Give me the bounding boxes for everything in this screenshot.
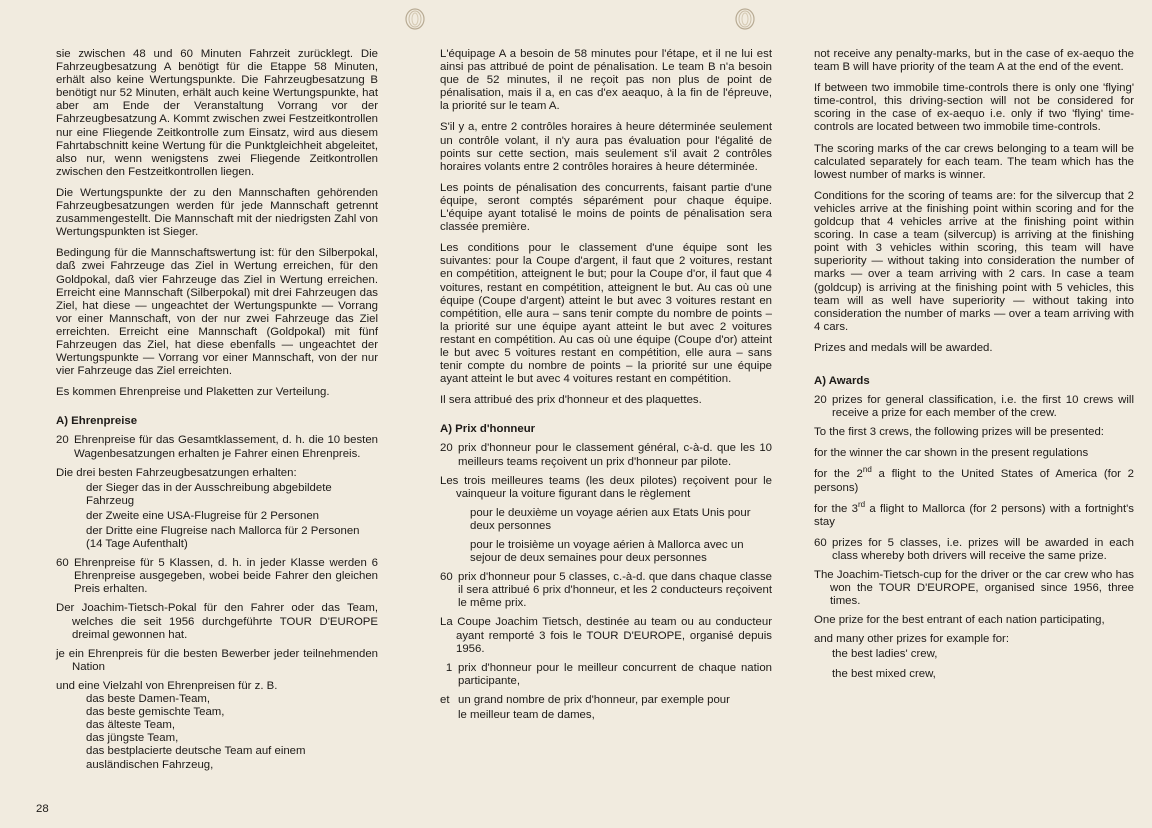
entry-text: prix d'honneur pour le classement général, c-à-d. que les 10 meilleurs teams reçoivent un prix d'honneur par pilote. — [458, 442, 772, 468]
german-column — [56, 48, 378, 778]
prize-entry — [814, 394, 1134, 420]
prize-item: pour le troisième un voyage aérien à Mallorca avec un sejour de deux semaines pour deux personnes — [470, 539, 744, 565]
entry-text: Ehrenpreise für das Gesamtklassement, d. h. die 10 besten Wagenbesatzungen erhalten je Fahrer einen Ehrenpreis. — [74, 434, 378, 460]
section-heading: A) Ehrenpreise — [56, 415, 138, 428]
paragraph: Prizes and medals will be awarded. — [814, 341, 993, 354]
paragraph: Conditions for the scoring of teams are: for the silvercup that 2 vehicles arrive at the finishing point within scoring and for the goldcup that 4 vehicles arrive at the finishing point within scoring. In case a team (silvercup) is arriving at the finishing point with 3 vehicles within scoring, this team will have superiority — without taking into consideration the number of marks — over a team arriving with 2 cars. In case a team (goldcup) is arriving at the finishing point with 5 vehicles, this team will as well have superiority — without taking into consideration the number of marks — over a team arriving with 4 cars. — [814, 189, 1134, 333]
entry-text: Ehrenpreise für 5 Klassen, d. h. in jeder Klasse werden 6 Ehrenpreise ausgegeben, wobei beide Fahrer den gleichen Preis erhalten. — [74, 557, 378, 596]
paragraph: sie zwischen 48 und 60 Minuten Fahrzeit zurücklegt. Die Fahrzeugbesatzung A benötigt für die Etappe 58 Minuten, erhält also keine Wertungspunkte. Die Fahrzeugbesatzung B benötigt nur 52 Minuten, erhält auch keine Wertungspunkte, hat aber am Ende der Veranstaltung Vorrang vor der Fahrzeugbesatzung A. Kommt zwischen zwei Festzeitkontrollen nur eine Fliegende Zeitkontrolle zum Einsatz, wird aus diesem Fahrtabschnitt keine Wertung für die Punktgleichheit abgeleitet, also nur, wenn wenigstens zwei Fliegende Zeitkontrollen zwischen den Festzeitkontrollen liegen. — [56, 48, 378, 178]
entry-number: et — [440, 693, 450, 706]
entry-intro: Les trois meilleures teams (les deux pilotes) reçoivent pour le vainqueur la voiture figurant dans le règlement — [440, 474, 772, 500]
list-item: das älteste Team, — [86, 719, 176, 732]
paragraph: L'équipage A a besoin de 58 minutes pour l'étape, et il ne lui est ainsi pas attribué de point de pénalisation. Le team B n'a besoin que de 52 minutes, il ne reçoit pas non plus de point de pénalisation, mais il a, en cas d'ex aeaquo, à la fin de l'épreuve, la priorité sur le team A. — [440, 48, 772, 113]
prize-entry: und eine Vielzahl von Ehrenpreisen für z. B. — [56, 679, 278, 692]
prize-list — [86, 693, 378, 772]
list-item: das beste Damen-Team, — [86, 693, 211, 706]
paragraph: The scoring marks of the car crews belonging to a team will be calculated separately for each team. The team which has the lowest number of marks is winner. — [814, 142, 1134, 181]
french-column — [440, 48, 772, 730]
ornament-icon — [404, 8, 426, 30]
prize-entry — [440, 571, 772, 610]
ordinal-suffix: rd — [857, 499, 866, 509]
prize-text: a flight to the United States of America (for 2 persons) — [814, 468, 1134, 494]
entry-number: 20 — [814, 394, 827, 407]
prize-item — [814, 499, 1134, 529]
prize-entry: je ein Ehrenpreis für die besten Bewerber jeder teilnehmenden Nation — [56, 647, 378, 673]
prize-item: for the winner the car shown in the present regulations — [814, 447, 1089, 460]
prize-item: der Zweite eine USA-Flugreise für 2 Personen — [86, 509, 319, 522]
entry-text: un grand nombre de prix d'honneur, par exemple pour — [458, 693, 730, 706]
prize-entry — [814, 537, 1134, 563]
paragraph: Es kommen Ehrenpreise und Plaketten zur Verteilung. — [56, 386, 330, 399]
section-heading: A) Awards — [814, 374, 870, 387]
prize-entry: La Coupe Joachim Tietsch, destinée au team ou au conducteur ayant remporté 3 fois le TOUR D'EUROPE, organisé depuis 1956. — [440, 616, 772, 655]
entry-intro: Die drei besten Fahrzeugbesatzungen erhalten: — [56, 466, 297, 479]
prize-entry: and many other prizes for example for: — [814, 633, 1009, 646]
entry-text: prix d'honneur pour le meilleur concurrent de chaque nation participante, — [458, 661, 772, 687]
list-item: le meilleur team de dames, — [458, 709, 595, 722]
english-column — [814, 48, 1134, 687]
entry-number: 60 — [814, 536, 827, 549]
prize-entry — [440, 662, 772, 688]
paragraph: Les points de pénalisation des concurrents, faisant partie d'une équipe, seront comptés séparément pour chaque équipe. L'équipe ayant totalisé le moins de points de pénalisation sera classée première. — [440, 181, 772, 234]
prize-item — [814, 465, 1134, 494]
paragraph: Il sera attribué des prix d'honneur et des plaquettes. — [440, 394, 702, 407]
prize-text: a flight to Mallorca (for 2 persons) with a fortnight's stay — [814, 502, 1134, 528]
list-item: das jüngste Team, — [86, 732, 179, 745]
prize-entry — [440, 694, 772, 707]
prize-item: der Sieger das in der Ausschreibung abgebildete Fahrzeug — [86, 481, 332, 507]
prize-item: pour le deuxième un voyage aérien aux Etats Unis pour deux personnes — [470, 506, 751, 532]
entry-text: prizes for 5 classes, i.e. prizes will be awarded in each class whereby both drivers will receive the same prize. — [832, 536, 1134, 562]
entry-intro: To the first 3 crews, the following prizes will be presented: — [814, 426, 1104, 439]
prize-entry — [56, 557, 378, 596]
ordinal-suffix: nd — [862, 465, 872, 475]
entry-number: 20 — [440, 442, 453, 455]
paragraph: Bedingung für die Mannschaftswertung ist: für den Silberpokal, daß zwei Fahrzeuge das Ziel in Wertung erreichen, für den Goldpokal, daß vier Fahrzeuge das Ziel in Wertung erreichen. Erreicht eine Mannschaft (Silberpokal) mit drei Fahrzeugen das Ziel, hat diese — ungeachtet der Wertungspunkte — Vorrang vor einer Mannschaft, von der nur zwei Fahrzeuge das Ziel erreichten. Erreicht eine Mannschaft (Goldpokal) mit fünf Fahrzeugen das Ziel, hat diese ebenfalls — ungeachtet der Wertungspunkte — Vorrang vor einer Mannschaft, von der nur vier Fahrzeuge das Ziel erreichten. — [56, 247, 378, 378]
prize-item: der Dritte eine Flugreise nach Mallorca für 2 Personen (14 Tage Aufenthalt) — [86, 525, 360, 551]
section-heading: A) Prix d'honneur — [440, 423, 536, 436]
paragraph: S'il y a, entre 2 contrôles horaires à heure déterminée seulement un contrôle volant, il n'y aura pas évaluation pour l'égalité de points sur cette section, mais seulement s'il avait 2 contrôles horaires volants entre 2 contrôles horaires à heure déterminée. — [440, 121, 772, 173]
list-item: das beste gemischte Team, — [86, 706, 225, 719]
entry-number: 60 — [56, 557, 69, 570]
list-item: the best ladies' crew, — [832, 648, 938, 661]
paragraph: Les conditions pour le classement d'une équipe sont les suivantes: pour la Coupe d'argent, il faut que 2 voitures, restant en compétition, atteignent le but; pour la Coupe d'or, il faut que 4 voitures, restant en compétition, atteignent le but. Au cas où une équipe (Coupe d'argent) atteint le but avec 3 voitures restant en compétition, elle aura – sans tenir compte du nombre de points – la priorité sur une équipe ayant atteint le but avec 2 voitures restant en compétition. Au cas où une équipe (Coupe d'or) atteint le but avec 5 voitures restant en compétition, elle aura – sans tenir compte du nombre de points – la priorité sur une équipe ayant atteint le but avec 4 voitures restant en compétition. — [440, 242, 772, 386]
prize-entry — [56, 434, 378, 460]
paragraph: If between two immobile time-controls there is only one 'flying' time-control, this driving-section will not be considered for scoring in the case of ex-aequo i.e. only if two 'flying' time-controls are located between two immobile time-controls. — [814, 82, 1134, 134]
entry-text: prix d'honneur pour 5 classes, c.-à-d. que dans chaque classe il sera attribué 6 prix d'honneur, et les 2 conducteurs reçoivent le même prix. — [458, 571, 772, 610]
entry-text: prizes for general classification, i.e. the first 10 crews will receive a prize for each member of the crew. — [832, 394, 1134, 420]
prize-text: for the 3 — [814, 502, 858, 515]
entry-number: 1 — [445, 661, 453, 674]
entry-number: 20 — [56, 434, 69, 447]
paragraph: Die Wertungspunkte der zu den Mannschaften gehörenden Fahrzeugbesatzungen werden für jede Mannschaft getrennt zusammengestellt. Die Mannschaft mit der niedrigsten Zahl von Wertungspunkten ist Sieger. — [56, 186, 378, 239]
prize-entry: The Joachim-Tietsch-cup for the driver or the car crew who has won the TOUR D'EUROPE, organised since 1956, three times. — [814, 569, 1134, 608]
paragraph: not receive any penalty-marks, but in the case of ex-aequo the team B will have priority of the team A at the end of the event. — [814, 48, 1134, 74]
page-number: 28 — [36, 803, 49, 815]
ornament-icon — [734, 8, 756, 30]
list-item: das bestplacierte deutsche Team auf einem ausländischen Fahrzeug, — [86, 745, 306, 771]
entry-number: 60 — [440, 571, 453, 584]
prize-text: for the 2 — [814, 468, 863, 481]
prize-entry: Der Joachim-Tietsch-Pokal für den Fahrer oder das Team, welches die seit 1956 durchgeführte TOUR D'EUROPE dreimal gewonnen hat. — [56, 602, 378, 641]
prize-entry: One prize for the best entrant of each nation participating, — [814, 614, 1105, 627]
prize-list — [832, 648, 1134, 680]
list-item: the best mixed crew, — [832, 667, 936, 680]
prize-entry — [440, 442, 772, 468]
